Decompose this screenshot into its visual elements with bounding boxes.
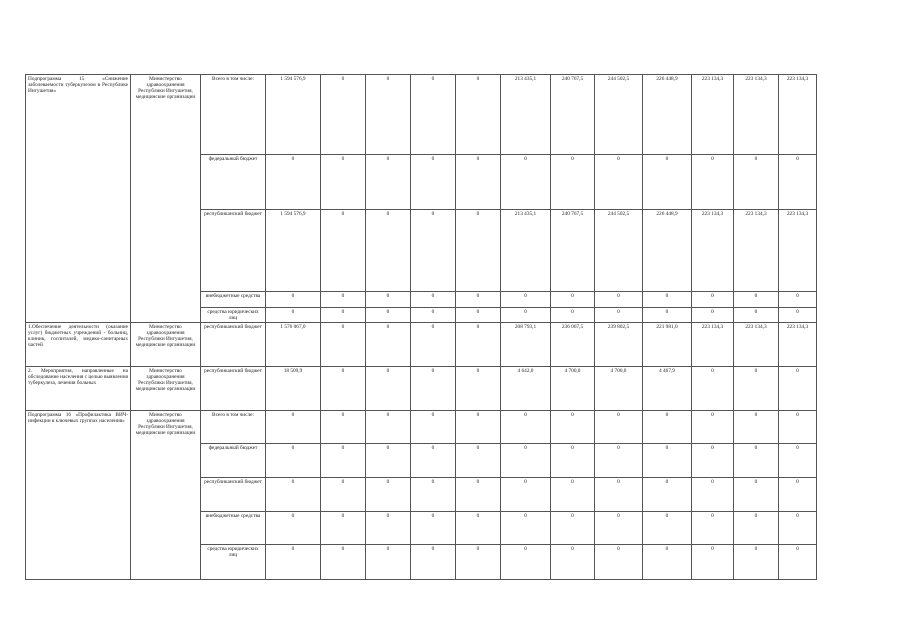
value-cell: 1 594 576,9 <box>266 75 321 155</box>
value-cell: 223 134,3 <box>734 323 779 367</box>
value-cell: 223 134,3 <box>692 323 734 367</box>
value-cell: 0 <box>321 155 366 210</box>
value-cell: 0 <box>734 155 779 210</box>
funding-source-cell: федеральный бюджет <box>201 444 266 478</box>
value-cell: 0 <box>501 444 551 478</box>
value-cell: 0 <box>734 444 779 478</box>
funding-source-cell: республиканский бюджет <box>201 478 266 512</box>
executor-cell: Министерство здравоохранения Республики Ингушетия, медицинские организации <box>131 411 201 580</box>
value-cell: 0 <box>595 292 643 308</box>
value-cell: 240 767,5 <box>551 210 595 292</box>
value-cell: 0 <box>779 512 817 545</box>
value-cell: 0 <box>501 155 551 210</box>
value-cell: 0 <box>321 478 366 512</box>
subprogram-name: Подпрограмма 15 «Снижение заболеваемости туберкулезом в Республике Ингушетия» <box>26 75 131 323</box>
value-cell: 0 <box>456 210 501 292</box>
value-cell: 223 134,3 <box>734 210 779 292</box>
value-cell: 0 <box>595 411 643 444</box>
value-cell: 0 <box>266 545 321 580</box>
value-cell: 0 <box>321 545 366 580</box>
value-cell: 0 <box>643 545 692 580</box>
value-cell: 0 <box>366 545 411 580</box>
value-cell: 0 <box>734 367 779 411</box>
value-cell: 0 <box>734 545 779 580</box>
table-row <box>26 323 817 367</box>
value-cell: 239 802,5 <box>595 323 643 367</box>
value-cell: 0 <box>734 512 779 545</box>
value-cell: 223 134,3 <box>692 210 734 292</box>
value-cell: 0 <box>551 292 595 308</box>
table-row <box>26 411 817 444</box>
funding-source-cell: республиканский бюджет <box>201 367 266 411</box>
value-cell: 1 594 576,9 <box>266 210 321 292</box>
value-cell: 0 <box>366 210 411 292</box>
value-cell: 0 <box>692 292 734 308</box>
funding-source-cell: внебюджетные средства <box>201 292 266 308</box>
executor-cell: Министерство здравоохранения Республики Ингушетия, медицинские организации <box>131 75 201 323</box>
value-cell: 0 <box>501 512 551 545</box>
value-cell: 1 576 067,0 <box>266 323 321 367</box>
funding-source-cell: федеральный бюджет <box>201 155 266 210</box>
value-cell: 4 700,0 <box>595 367 643 411</box>
value-cell: 0 <box>321 367 366 411</box>
value-cell: 223 134,3 <box>779 210 817 292</box>
value-cell: 4 642,0 <box>501 367 551 411</box>
value-cell: 0 <box>551 155 595 210</box>
value-cell: 0 <box>734 308 779 323</box>
value-cell: 0 <box>321 444 366 478</box>
value-cell: 0 <box>692 478 734 512</box>
budget-table <box>25 74 817 580</box>
executor-cell: Министерство здравоохранения Республики Ингушетия, медицинские организации <box>131 323 201 367</box>
table-row <box>26 367 817 411</box>
value-cell: 0 <box>779 155 817 210</box>
value-cell: 0 <box>692 411 734 444</box>
measure-name: 2. Мероприятия, направленные на обследование населения с целью выявления туберкулеза, лечения больных <box>26 367 131 411</box>
funding-source-cell: Всего в том числе: <box>201 411 266 444</box>
value-cell: 0 <box>734 411 779 444</box>
value-cell: 226 448,9 <box>643 75 692 155</box>
value-cell: 221 981,0 <box>643 323 692 367</box>
value-cell: 0 <box>551 444 595 478</box>
value-cell: 0 <box>321 512 366 545</box>
value-cell: 0 <box>643 411 692 444</box>
value-cell: 0 <box>551 308 595 323</box>
value-cell: 4 467,9 <box>643 367 692 411</box>
value-cell: 0 <box>266 308 321 323</box>
budget-document-page <box>25 74 816 578</box>
value-cell: 0 <box>411 478 456 512</box>
table-row <box>26 75 817 155</box>
value-cell: 0 <box>692 367 734 411</box>
value-cell: 0 <box>266 292 321 308</box>
value-cell: 0 <box>501 308 551 323</box>
measure-name: 1.Обеспечение деятельности (оказание услуг) бюджетных учреждений - больниц, клиник, госпиталей, медико-санитарных частей <box>26 323 131 367</box>
value-cell: 0 <box>501 545 551 580</box>
value-cell: 0 <box>643 292 692 308</box>
value-cell: 0 <box>456 444 501 478</box>
value-cell: 0 <box>595 512 643 545</box>
value-cell: 0 <box>692 512 734 545</box>
value-cell: 236 067,5 <box>551 323 595 367</box>
value-cell: 0 <box>456 545 501 580</box>
value-cell: 0 <box>779 308 817 323</box>
value-cell: 0 <box>779 367 817 411</box>
value-cell: 0 <box>366 512 411 545</box>
value-cell: 0 <box>643 155 692 210</box>
value-cell: 0 <box>551 478 595 512</box>
value-cell: 0 <box>779 444 817 478</box>
funding-source-cell: республиканский бюджет <box>201 210 266 292</box>
value-cell: 0 <box>551 512 595 545</box>
value-cell: 0 <box>595 545 643 580</box>
value-cell: 0 <box>456 323 501 367</box>
value-cell: 0 <box>595 155 643 210</box>
value-cell: 0 <box>456 411 501 444</box>
value-cell: 0 <box>366 411 411 444</box>
value-cell: 0 <box>779 292 817 308</box>
value-cell: 0 <box>366 367 411 411</box>
value-cell: 0 <box>411 411 456 444</box>
value-cell: 240 767,5 <box>551 75 595 155</box>
value-cell: 0 <box>551 411 595 444</box>
value-cell: 0 <box>551 545 595 580</box>
value-cell: 0 <box>321 323 366 367</box>
value-cell: 0 <box>692 444 734 478</box>
value-cell: 0 <box>411 367 456 411</box>
value-cell: 0 <box>321 210 366 292</box>
value-cell: 0 <box>411 75 456 155</box>
value-cell: 4 700,0 <box>551 367 595 411</box>
value-cell: 0 <box>692 155 734 210</box>
value-cell: 0 <box>779 545 817 580</box>
value-cell: 0 <box>734 478 779 512</box>
value-cell: 0 <box>411 155 456 210</box>
value-cell: 0 <box>411 292 456 308</box>
value-cell: 0 <box>321 308 366 323</box>
value-cell: 0 <box>411 512 456 545</box>
value-cell: 0 <box>501 292 551 308</box>
funding-source-cell: средства юридических лиц <box>201 545 266 580</box>
value-cell: 0 <box>595 478 643 512</box>
value-cell: 223 134,3 <box>779 75 817 155</box>
value-cell: 0 <box>734 292 779 308</box>
value-cell: 0 <box>643 478 692 512</box>
value-cell: 0 <box>456 75 501 155</box>
funding-source-cell: республиканский бюджет <box>201 323 266 367</box>
funding-source-cell: средства юридических лиц <box>201 308 266 323</box>
value-cell: 208 793,1 <box>501 323 551 367</box>
value-cell: 0 <box>411 545 456 580</box>
value-cell: 0 <box>411 323 456 367</box>
executor-cell: Министерство здравоохранения Республики Ингушетия, медицинские организации <box>131 367 201 411</box>
value-cell: 213 435,1 <box>501 75 551 155</box>
value-cell: 0 <box>595 444 643 478</box>
value-cell: 0 <box>779 411 817 444</box>
value-cell: 213 435,1 <box>501 210 551 292</box>
value-cell: 0 <box>643 308 692 323</box>
value-cell: 0 <box>456 512 501 545</box>
value-cell: 0 <box>266 478 321 512</box>
value-cell: 0 <box>321 292 366 308</box>
value-cell: 0 <box>456 367 501 411</box>
value-cell: 0 <box>456 292 501 308</box>
value-cell: 0 <box>595 308 643 323</box>
value-cell: 0 <box>692 308 734 323</box>
value-cell: 0 <box>643 444 692 478</box>
value-cell: 223 134,3 <box>779 323 817 367</box>
funding-source-cell: Всего в том числе: <box>201 75 266 155</box>
value-cell: 0 <box>366 444 411 478</box>
value-cell: 0 <box>266 411 321 444</box>
value-cell: 0 <box>266 444 321 478</box>
value-cell: 223 134,3 <box>734 75 779 155</box>
value-cell: 0 <box>411 308 456 323</box>
value-cell: 0 <box>501 478 551 512</box>
value-cell: 0 <box>692 545 734 580</box>
value-cell: 0 <box>321 75 366 155</box>
value-cell: 0 <box>411 210 456 292</box>
value-cell: 0 <box>456 478 501 512</box>
value-cell: 0 <box>366 478 411 512</box>
value-cell: 0 <box>366 308 411 323</box>
funding-source-cell: внебюджетные средства <box>201 512 266 545</box>
value-cell: 223 134,3 <box>692 75 734 155</box>
value-cell: 0 <box>643 512 692 545</box>
value-cell: 0 <box>321 411 366 444</box>
value-cell: 244 502,5 <box>595 210 643 292</box>
value-cell: 0 <box>456 155 501 210</box>
value-cell: 0 <box>779 478 817 512</box>
value-cell: 0 <box>366 323 411 367</box>
value-cell: 0 <box>266 512 321 545</box>
value-cell: 0 <box>501 411 551 444</box>
value-cell: 0 <box>366 292 411 308</box>
value-cell: 226 448,9 <box>643 210 692 292</box>
value-cell: 0 <box>266 155 321 210</box>
value-cell: 244 502,5 <box>595 75 643 155</box>
value-cell: 18 509,9 <box>266 367 321 411</box>
value-cell: 0 <box>366 75 411 155</box>
value-cell: 0 <box>366 155 411 210</box>
value-cell: 0 <box>411 444 456 478</box>
value-cell: 0 <box>456 308 501 323</box>
subprogram-name: Подпрограмма 16 «Профилактика ВИЧ-инфекции в ключевых группах населения» <box>26 411 131 580</box>
